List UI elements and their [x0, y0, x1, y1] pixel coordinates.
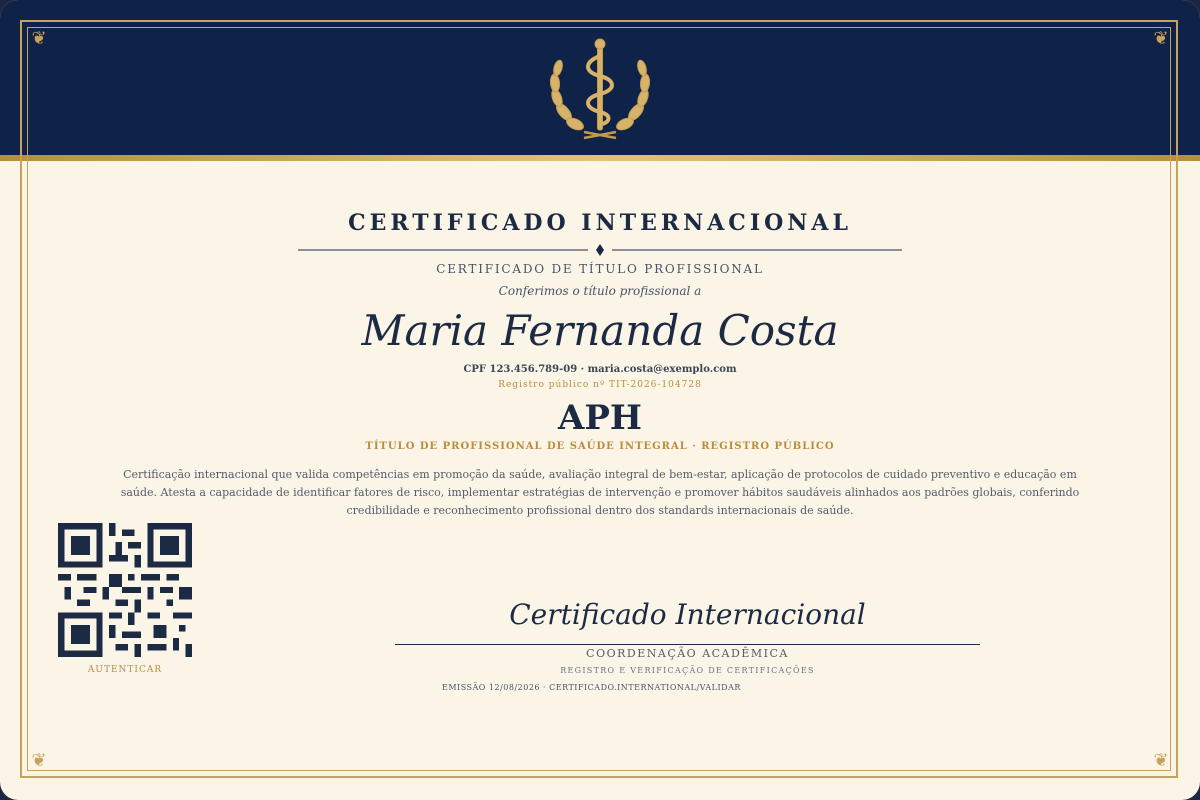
signatory-department: REGISTRO E VERIFICAÇÃO DE CERTIFICAÇÕES: [560, 666, 815, 675]
recipient-contact: CPF 123.456.789-09 · maria.costa@exemplo.com: [463, 364, 737, 375]
corner-ornament-icon: ❦: [1153, 28, 1169, 49]
title-acronym: APH: [557, 398, 643, 438]
qr-code-icon[interactable]: [58, 523, 192, 657]
caduceus-laurel-icon: [540, 32, 660, 142]
corner-ornament-icon: ❦: [1153, 750, 1169, 771]
title-divider: [298, 244, 902, 256]
certificate-subtitle: CERTIFICADO DE TÍTULO PROFISSIONAL: [436, 262, 764, 276]
title-tagline: TÍTULO DE PROFISSIONAL DE SAÚDE INTEGRAL · REGISTRO PÚBLICO: [365, 441, 835, 452]
corner-ornament-icon: ❦: [31, 28, 47, 49]
corner-ornament-icon: ❦: [31, 750, 47, 771]
recipient-name: Maria Fernanda Costa: [361, 306, 839, 355]
registry-number: Registro público nº TIT-2026-104728: [498, 380, 702, 390]
authenticate-link[interactable]: AUTENTICAR: [87, 665, 163, 675]
certificate-title: CERTIFICADO INTERNACIONAL: [348, 210, 852, 236]
conferral-intro: Conferimos o título profissional a: [498, 284, 702, 298]
emission-info: EMISSÃO 12/08/2026 · CERTIFICADO.INTERNATIONAL/VALIDAR: [442, 683, 741, 692]
signature-line: [395, 644, 980, 645]
signature: Certificado Internacional: [509, 598, 866, 631]
signatory-title: COORDENAÇÃO ACADÊMICA: [586, 647, 789, 660]
certificate-description: Certificação internacional que valida competências em promoção da saúde, avaliação integral de bem-estar, aplicação de protocolos de cuidado preventivo e educação em saúde. Atesta a capacidade de identificar fatores de risco, implementar estratégias de intervenção e promover hábitos saudáveis alinhados aos padrões globais, conferindo credibilidade e reconhecimento profissional dentro dos standards internacionais de saúde.: [120, 468, 1080, 517]
